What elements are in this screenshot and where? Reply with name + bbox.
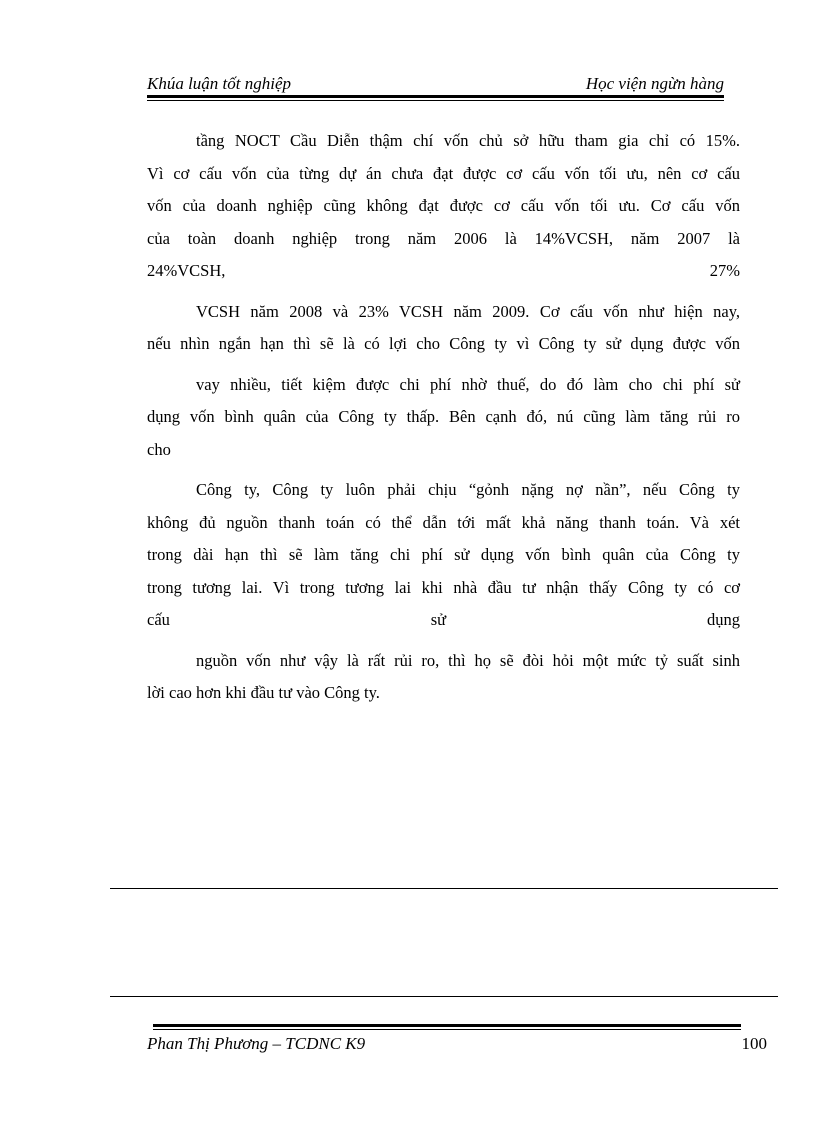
footnote-rule-bottom (110, 996, 778, 997)
text-line-15 (147, 604, 740, 637)
page-header (147, 72, 724, 96)
header-institution: Học viện ngừn hàng (585, 74, 724, 93)
header-thesis-title: Khúa luận tốt nghiệp (147, 74, 292, 93)
text-line-15-word-1: cấu (147, 610, 170, 629)
text-line-16: nguồn vốn như vậy là rất rủi ro, thì họ sẽ đòi hỏi một mức tỷ suất sinh (196, 650, 740, 670)
text-line-7: nếu nhìn ngắn hạn thì sẽ là có lợi cho Công ty vì Công ty sử dụng được vốn (147, 334, 740, 353)
body-text (147, 125, 740, 710)
text-line-4: của toàn doanh nghiệp trong năm 2006 là 14%VCSH, năm 2007 là (147, 228, 740, 248)
text-line-9: dụng vốn bình quân của Công ty thấp. Bên cạnh đó, nú cũng làm tăng rủi ro (147, 407, 740, 426)
text-line-1: tầng NOCT Cầu Diễn thậm chí vốn chủ sở hữu tham gia chỉ có 15%. (196, 131, 740, 150)
footer-author: Phan Thị Phương – TCDNC K9 (147, 1034, 366, 1053)
text-line-8: vay nhiều, tiết kiệm được chi phí nhờ thuế, do đó làm cho chi phí sử (196, 374, 740, 394)
header-rule-thin (147, 100, 724, 101)
text-line-10: cho (147, 439, 171, 459)
text-line-13: trong dài hạn thì sẽ làm tăng chi phí sử dụng vốn bình quân của Công ty (147, 545, 740, 564)
text-line-15-word-2: sử (430, 610, 447, 629)
text-line-5-left: 24%VCSH, (147, 261, 226, 280)
text-line-6: VCSH năm 2008 và 23% VCSH năm 2009. Cơ cấu vốn như hiện nay, (196, 301, 740, 321)
footnote-rule-top (110, 888, 778, 889)
text-line-5 (147, 255, 740, 288)
text-line-12: không đủ nguồn thanh toán có thể dẫn tới mất khả năng thanh toán. Và xét (147, 512, 740, 532)
header-rule-thick (147, 95, 724, 98)
text-line-17: lời cao hơn khi đầu tư vào Công ty. (147, 683, 380, 702)
page-footer (147, 1034, 767, 1060)
text-line-3: vốn của doanh nghiệp cũng không đạt được cơ cấu vốn tối ưu. Cơ cấu vốn (147, 196, 740, 215)
footer-rule-thin (153, 1029, 741, 1030)
page-number: 100 (741, 1034, 767, 1053)
text-line-2: Vì cơ cấu vốn của từng dự án chưa đạt được cơ cấu vốn tối ưu, nên cơ cấu (147, 163, 740, 183)
text-line-14: trong tương lai. Vì trong tương lai khi nhà đầu tư nhận thấy Công ty có cơ (147, 577, 740, 597)
text-line-5-right: 27% (709, 261, 740, 280)
text-line-15-word-3: dụng (707, 610, 740, 629)
footer-rule-thick (153, 1024, 741, 1027)
text-line-11: Công ty, Công ty luôn phải chịu “gỏnh nặng nợ nần”, nếu Công ty (196, 480, 740, 499)
